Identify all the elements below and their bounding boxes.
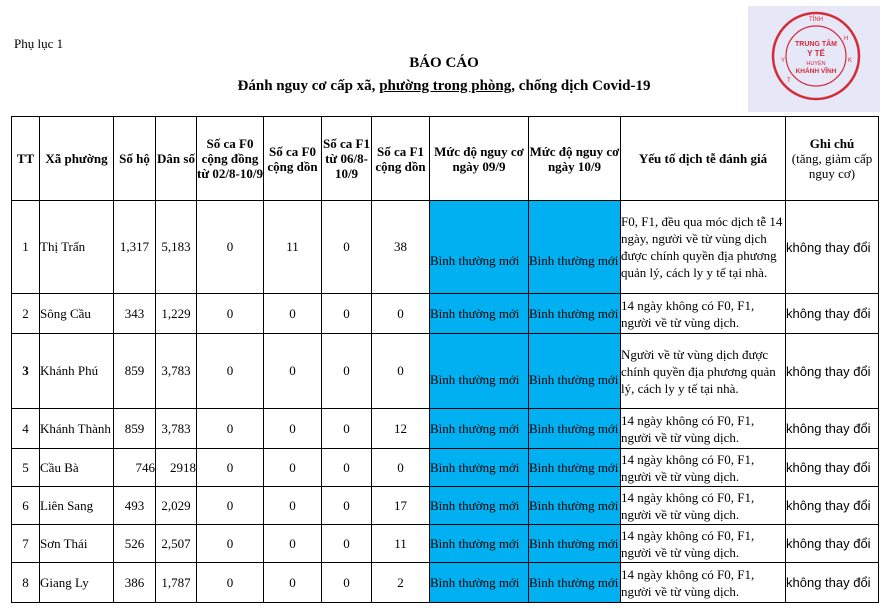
subtitle-part-1: Đánh nguy cơ cấp xã,: [237, 78, 376, 94]
cell-risk-0909: Bình thường mới: [430, 449, 529, 487]
cell-households: 526: [114, 525, 156, 563]
cell-f0-cumulative: 0: [264, 563, 322, 603]
cell-risk-0909: Bình thường mới: [430, 294, 529, 334]
cell-households: 1,317: [114, 201, 156, 294]
cell-f0-cumulative: 0: [264, 487, 322, 525]
cell-commune: Giang Ly: [40, 563, 114, 603]
cell-risk-0909: Bình thường mới: [430, 409, 529, 449]
cell-f1-period: 0: [322, 525, 372, 563]
cell-population: 1,787: [156, 563, 197, 603]
cell-f0-community: 0: [197, 201, 264, 294]
table-row: [12, 525, 879, 563]
cell-population: 3,783: [156, 334, 197, 409]
cell-tt: 5: [12, 449, 40, 487]
header-risk-1009: Mức độ nguy cơ ngày 10/9: [529, 117, 621, 201]
cell-factor: 14 ngày không có F0, F1, người về từ vùng dịch.: [621, 449, 786, 487]
header-factors: Yếu tố dịch tễ đánh giá: [621, 117, 786, 201]
cell-factor: 14 ngày không có F0, F1, người về từ vùng dịch.: [621, 487, 786, 525]
header-population: Dân số: [156, 117, 197, 201]
cell-tt: 4: [12, 409, 40, 449]
cell-f0-community: 0: [197, 449, 264, 487]
cell-f1-cumulative: 12: [372, 409, 430, 449]
table-row: [12, 487, 879, 525]
cell-risk-1009: Bình thường mới: [529, 294, 621, 334]
cell-f1-cumulative: 0: [372, 449, 430, 487]
cell-factor: F0, F1, đều qua móc dịch tễ 14 ngày, người về từ vùng dịch được chính quyền địa phương quản lý, cách ly y tế tại nhà.: [621, 201, 786, 294]
cell-factor: 14 ngày không có F0, F1, người về từ vùng dịch.: [621, 563, 786, 603]
cell-note: không thay đổi: [786, 449, 879, 487]
cell-f1-period: 0: [322, 201, 372, 294]
cell-households: 746: [114, 449, 156, 487]
cell-households: 343: [114, 294, 156, 334]
table-row: [12, 294, 879, 334]
cell-commune: Khánh Phú: [40, 334, 114, 409]
cell-commune: Sông Cầu: [40, 294, 114, 334]
cell-note: không thay đổi: [786, 525, 879, 563]
cell-commune: Cầu Bà: [40, 449, 114, 487]
svg-text:H: H: [844, 36, 849, 42]
cell-f0-cumulative: 0: [264, 409, 322, 449]
stamp-line-1: TRUNG TÂM: [795, 41, 837, 48]
cell-f0-cumulative: 0: [264, 334, 322, 409]
cell-risk-1009: Bình thường mới: [529, 563, 621, 603]
cell-f1-cumulative: 17: [372, 487, 430, 525]
cell-risk-1009: Bình thường mới: [529, 487, 621, 525]
cell-f0-community: 0: [197, 334, 264, 409]
cell-f1-cumulative: 0: [372, 294, 430, 334]
seal-icon: [770, 10, 862, 102]
cell-risk-1009: Bình thường mới: [529, 201, 621, 294]
cell-risk-0909: Bình thường mới: [430, 563, 529, 603]
cell-risk-0909: Bình thường mới: [430, 201, 529, 294]
cell-population: 5,183: [156, 201, 197, 294]
cell-population: 1,229: [156, 294, 197, 334]
header-f0-community: Số ca F0 cộng đồng từ 02/8-10/9: [197, 117, 264, 201]
cell-risk-0909: Bình thường mới: [430, 487, 529, 525]
cell-factor: 14 ngày không có F0, F1, người về từ vùng dịch.: [621, 525, 786, 563]
header-f0-cumulative: Số ca F0 cộng dồn: [264, 117, 322, 201]
cell-f1-cumulative: 0: [372, 334, 430, 409]
stamp-line-3: HUYỆN: [806, 61, 826, 67]
header-f1-cumulative: Số ca F1 cộng dồn: [372, 117, 430, 201]
header-households: Số hộ: [114, 117, 156, 201]
subtitle-part-2: phường trong phòng,: [379, 78, 516, 94]
cell-f1-period: 0: [322, 449, 372, 487]
table-row: [12, 449, 879, 487]
cell-f0-cumulative: 11: [264, 201, 322, 294]
stamp-line-4: KHÁNH VĨNH: [795, 68, 837, 75]
svg-text:K: K: [848, 58, 853, 64]
cell-population: 2918: [156, 449, 197, 487]
cell-tt: 2: [12, 294, 40, 334]
cell-factor: Người về từ vùng dịch được chính quyền địa phương quản lý, cách ly y tế tại nhà.: [621, 334, 786, 409]
table-header-row: [12, 117, 879, 201]
cell-commune: Liên Sang: [40, 487, 114, 525]
cell-f0-community: 0: [197, 563, 264, 603]
cell-commune: Sơn Thái: [40, 525, 114, 563]
cell-risk-1009: Bình thường mới: [529, 409, 621, 449]
cell-note: không thay đổi: [786, 487, 879, 525]
table-row: [12, 409, 879, 449]
cell-risk-0909: Bình thường mới: [430, 525, 529, 563]
cell-note: không thay đổi: [786, 409, 879, 449]
cell-households: 493: [114, 487, 156, 525]
cell-factor: 14 ngày không có F0, F1, người về từ vùng dịch.: [621, 409, 786, 449]
table-row: [12, 563, 879, 603]
header-commune: Xã phường: [40, 117, 114, 201]
header-note-subtitle: (tăng, giảm cấp nguy cơ): [791, 151, 873, 181]
cell-note: không thay đổi: [786, 334, 879, 409]
cell-f0-cumulative: 0: [264, 294, 322, 334]
cell-note: không thay đổi: [786, 563, 879, 603]
cell-commune: Khánh Thành: [40, 409, 114, 449]
cell-tt: 6: [12, 487, 40, 525]
official-stamp: [748, 6, 880, 112]
svg-text:Y: Y: [781, 58, 786, 64]
cell-note: không thay đổi: [786, 201, 879, 294]
header-f1-period: Số ca F1 từ 06/8-10/9: [322, 117, 372, 201]
cell-f0-cumulative: 0: [264, 449, 322, 487]
cell-f1-period: 0: [322, 334, 372, 409]
cell-f1-cumulative: 11: [372, 525, 430, 563]
subtitle-part-3: chống dịch Covid-19: [515, 78, 651, 94]
cell-households: 386: [114, 563, 156, 603]
stamp-top-text: TỈNH: [809, 17, 823, 23]
cell-f1-period: 0: [322, 487, 372, 525]
cell-factor: 14 ngày không có F0, F1, người về từ vùng dịch.: [621, 294, 786, 334]
cell-commune: Thị Trấn: [40, 201, 114, 294]
cell-tt: 3: [12, 334, 40, 409]
cell-tt: 1: [12, 201, 40, 294]
header-tt: TT: [12, 117, 40, 201]
cell-f1-period: 0: [322, 563, 372, 603]
cell-f0-community: 0: [197, 294, 264, 334]
cell-f1-period: 0: [322, 294, 372, 334]
cell-f1-period: 0: [322, 409, 372, 449]
cell-risk-0909: Bình thường mới: [430, 334, 529, 409]
cell-risk-1009: Bình thường mới: [529, 525, 621, 563]
svg-text:T: T: [787, 78, 791, 84]
table-row: [12, 334, 879, 409]
appendix-label: Phụ lục 1: [14, 36, 64, 51]
cell-f1-cumulative: 38: [372, 201, 430, 294]
cell-f0-community: 0: [197, 525, 264, 563]
cell-households: 859: [114, 334, 156, 409]
cell-tt: 8: [12, 563, 40, 603]
cell-f0-cumulative: 0: [264, 525, 322, 563]
header-risk-0909: Mức độ nguy cơ ngày 09/9: [430, 117, 529, 201]
risk-assessment-table: [11, 116, 879, 603]
cell-risk-1009: Bình thường mới: [529, 449, 621, 487]
cell-households: 859: [114, 409, 156, 449]
cell-note: không thay đổi: [786, 294, 879, 334]
cell-f0-community: 0: [197, 409, 264, 449]
cell-risk-1009: Bình thường mới: [529, 334, 621, 409]
cell-population: 2,029: [156, 487, 197, 525]
cell-population: 2,507: [156, 525, 197, 563]
table-row: [12, 201, 879, 294]
header-note: [786, 117, 879, 201]
header-note-title: Ghi chú: [809, 136, 855, 151]
cell-f0-community: 0: [197, 487, 264, 525]
cell-tt: 7: [12, 525, 40, 563]
cell-population: 3,783: [156, 409, 197, 449]
cell-f1-cumulative: 2: [372, 563, 430, 603]
stamp-line-2: Y TẾ: [807, 49, 825, 58]
report-title: BÁO CÁO: [409, 55, 479, 71]
